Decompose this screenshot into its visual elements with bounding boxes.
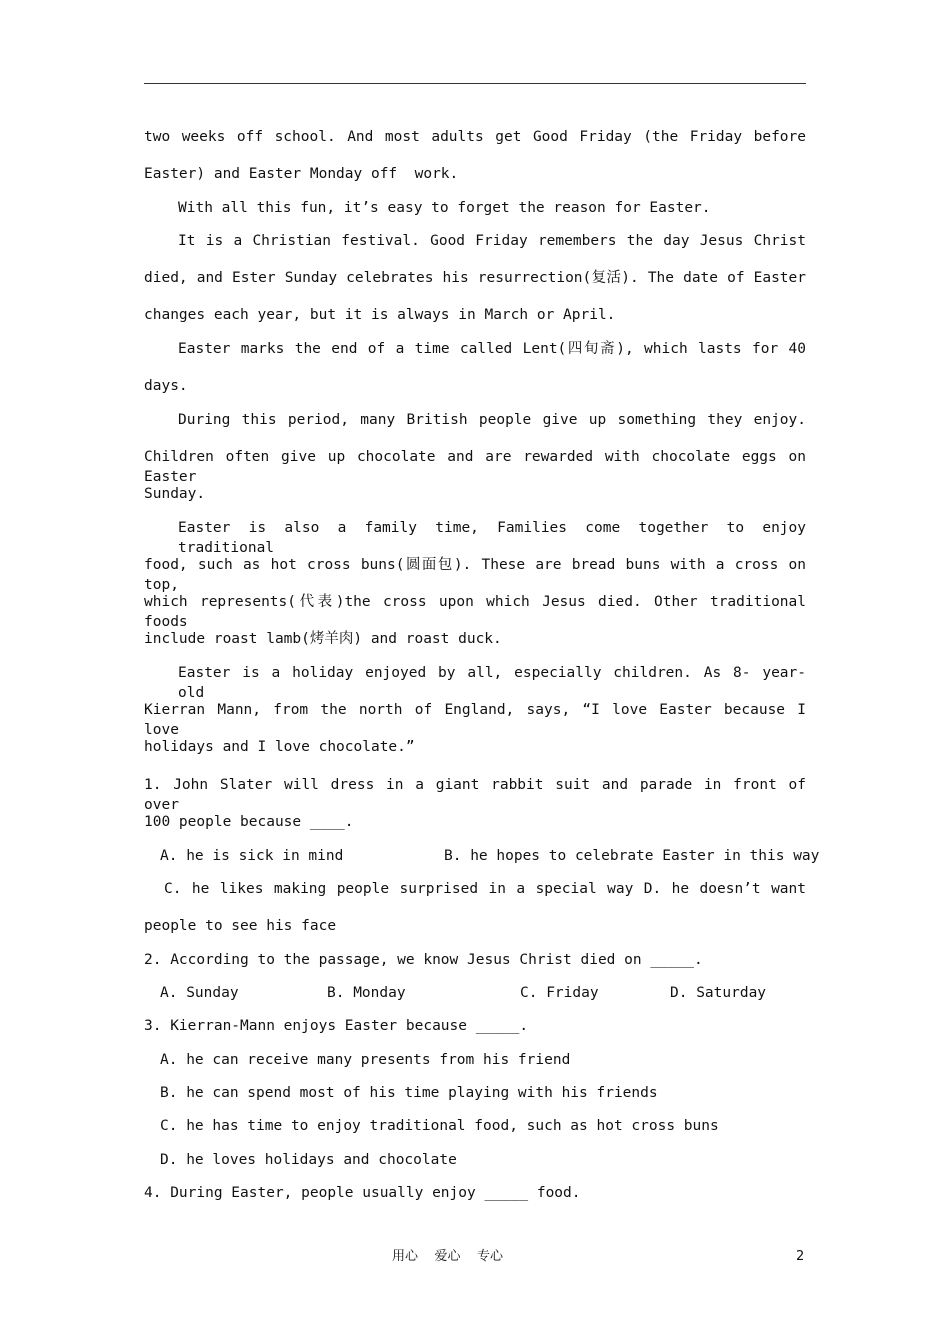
text-line: holidays and I love chocolate.” — [144, 739, 415, 755]
text-line: people to see his face — [144, 918, 337, 934]
text-line: two weeks off school. And most adults get Good Friday (the Friday before — [144, 129, 806, 145]
text-line: C. Friday — [520, 985, 599, 1001]
text-line: Easter) and Easter Monday off work. — [144, 166, 459, 182]
text-line: food, such as hot cross buns(圆面包). These are bread buns with a cross on top, — [144, 557, 806, 593]
text-line: A. he can receive many presents from his friend — [160, 1052, 571, 1068]
text-line: which represents(代表)the cross upon which Jesus died. Other traditional foods — [144, 594, 806, 630]
text-line: 2. According to the passage, we know Jesus Christ died on _____. — [144, 952, 703, 968]
text-line: C. he has time to enjoy traditional food, such as hot cross buns — [160, 1118, 719, 1134]
text-line: Kierran Mann, from the north of England, says, “I love Easter because I love — [144, 702, 806, 738]
text-line: Easter is a holiday enjoyed by all, especially children. As 8- year- old — [178, 665, 806, 701]
text-line: 100 people because ____. — [144, 814, 354, 830]
text-line: days. — [144, 378, 188, 394]
text-line: C. he likes making people surprised in a special way D. he doesn’t want — [164, 881, 806, 897]
text-line: D. Saturday — [670, 985, 767, 1001]
text-line: It is a Christian festival. Good Friday remembers the day Jesus Christ — [178, 233, 806, 249]
text-line: With all this fun, it’s easy to forget the reason for Easter. — [178, 200, 711, 216]
text-line: B. he hopes to celebrate Easter in this way — [444, 848, 820, 864]
text-line: Easter is also a family time, Families come together to enjoy traditional — [178, 520, 806, 556]
page-number: 2 — [796, 1249, 805, 1264]
text-line: changes each year, but it is always in March or April. — [144, 307, 616, 323]
text-line: 4. During Easter, people usually enjoy _____ food. — [144, 1185, 581, 1201]
text-line: Sunday. — [144, 486, 206, 502]
text-line: During this period, many British people give up something they enjoy. — [178, 412, 806, 428]
text-line: A. he is sick in mind — [160, 848, 344, 864]
text-line: Children often give up chocolate and are rewarded with chocolate eggs on Easter — [144, 449, 806, 485]
text-line: 1. John Slater will dress in a giant rabbit suit and parade in front of over — [144, 777, 806, 813]
text-line: D. he loves holidays and chocolate — [160, 1152, 457, 1168]
header-rule — [144, 83, 806, 84]
text-line: A. Sunday — [160, 985, 239, 1001]
text-line: died, and Ester Sunday celebrates his resurrection(复活). The date of Easter — [144, 270, 806, 286]
footer-motto: 用心 爱心 专心 — [392, 1249, 504, 1264]
text-line: Easter marks the end of a time called Lent(四旬斋), which lasts for 40 — [178, 341, 806, 357]
text-line: include roast lamb(烤羊肉) and roast duck. — [144, 631, 502, 647]
text-line: 3. Kierran-Mann enjoys Easter because _____. — [144, 1018, 529, 1034]
text-line: B. he can spend most of his time playing with his friends — [160, 1085, 658, 1101]
text-line: B. Monday — [327, 985, 406, 1001]
